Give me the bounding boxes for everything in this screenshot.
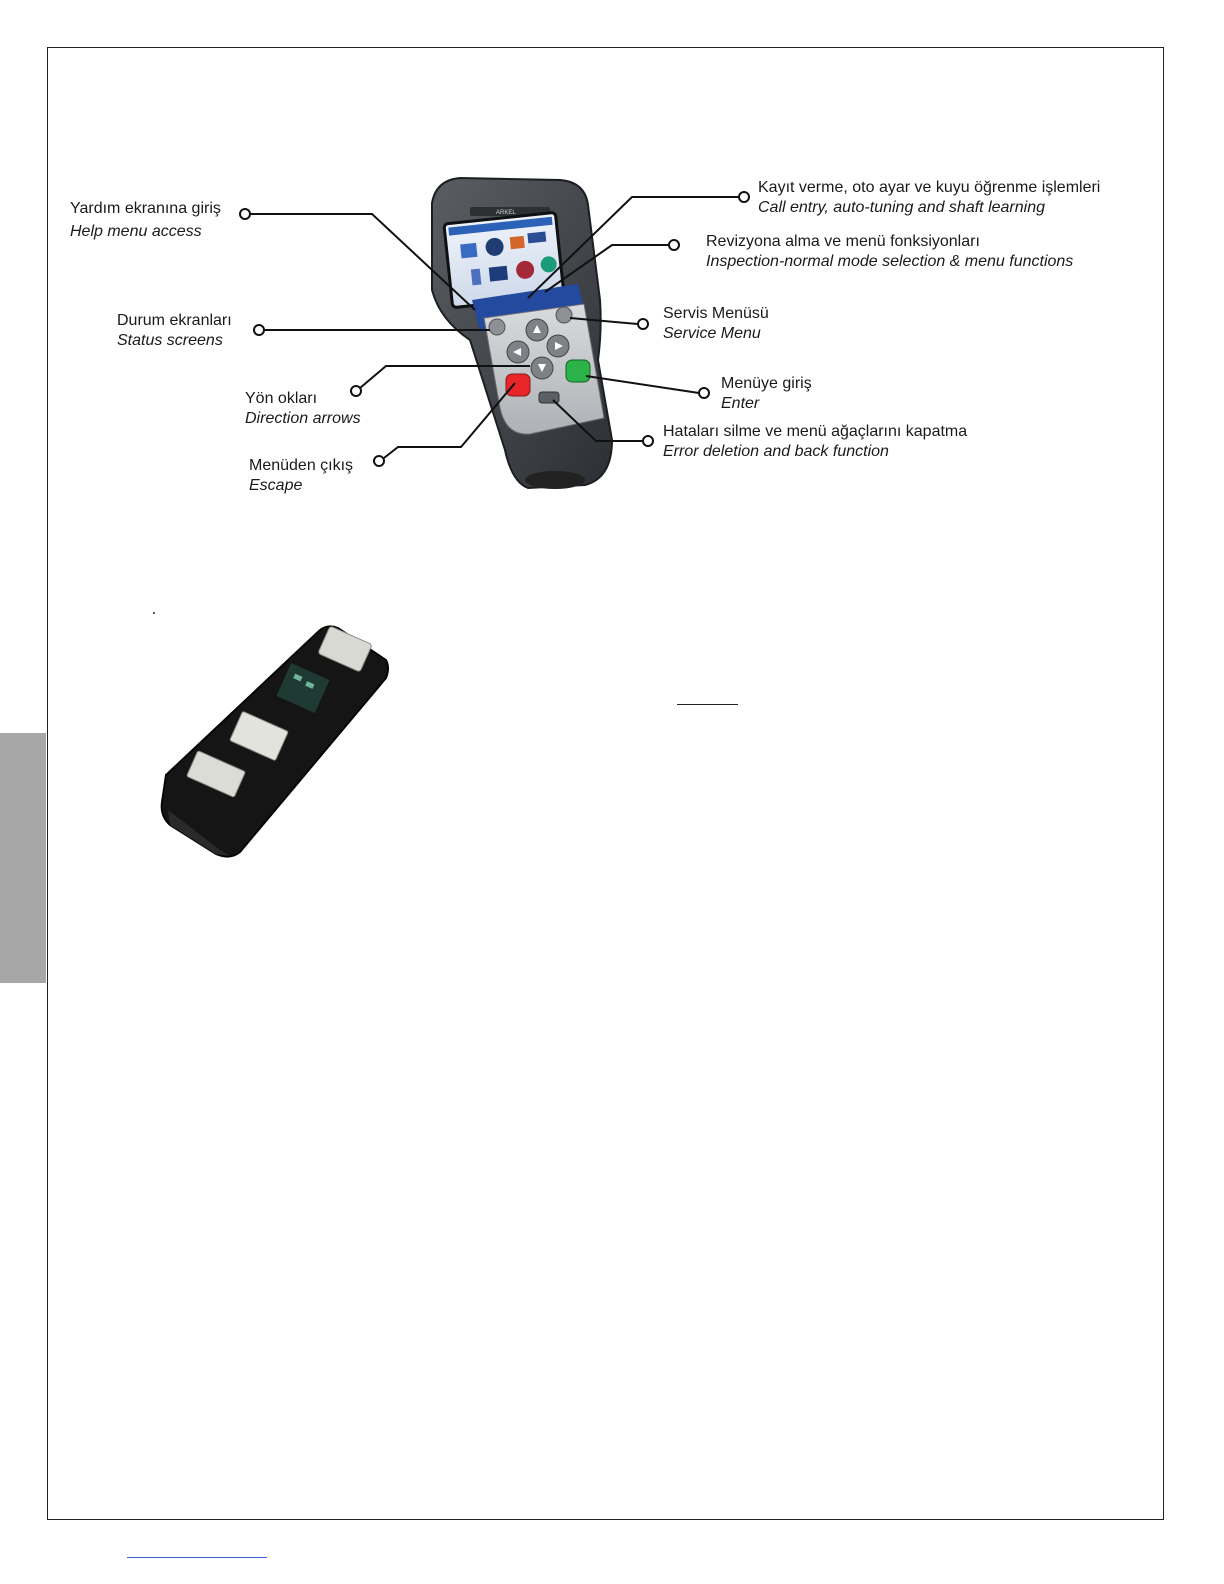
status-key[interactable] xyxy=(489,319,505,335)
label-service-tr: Servis Menüsü xyxy=(663,305,769,322)
service-key[interactable] xyxy=(556,307,572,323)
back-key[interactable] xyxy=(539,392,559,403)
svg-text:ARKEL: ARKEL xyxy=(496,210,516,216)
label-back-tr: Hataları silme ve menü ağaçlarını kapatma xyxy=(663,423,968,440)
label-arrows-en: Direction arrows xyxy=(245,410,361,427)
enter-key[interactable] xyxy=(566,360,590,382)
remote-bottom xyxy=(525,471,585,489)
label-status-tr: Durum ekranları xyxy=(117,312,232,329)
label-escape-en: Escape xyxy=(249,477,303,494)
label-back-en: Error deletion and back function xyxy=(663,443,889,460)
label-enter-en: Enter xyxy=(721,395,760,412)
label-help-tr: Yardım ekranına giriş xyxy=(70,200,221,217)
label-call-entry-tr: Kayıt verme, oto ayar ve kuyu öğrenme işlemleri xyxy=(758,179,1101,196)
label-enter xyxy=(721,374,812,414)
control-module-figure xyxy=(150,620,400,870)
label-inspection-en: Inspection-normal mode selection & menu functions xyxy=(706,253,1074,270)
label-arrows-tr: Yön okları xyxy=(245,390,318,407)
label-back xyxy=(663,422,967,462)
label-service xyxy=(663,304,769,344)
label-arrows xyxy=(245,389,361,429)
label-inspection-tr: Revizyona alma ve menü fonksiyonları xyxy=(706,233,980,250)
escape-key[interactable] xyxy=(506,374,530,396)
label-inspection xyxy=(706,232,1073,272)
label-status-en: Status screens xyxy=(117,332,223,349)
label-enter-tr: Menüye giriş xyxy=(721,375,812,392)
label-status xyxy=(117,311,232,351)
footer-link-underline[interactable] xyxy=(127,1557,267,1558)
label-help xyxy=(70,199,221,242)
label-escape-tr: Menüden çıkış xyxy=(249,457,354,474)
label-help-en: Help menu access xyxy=(70,223,202,240)
label-call-entry-en: Call entry, auto-tuning and shaft learning xyxy=(758,199,1045,216)
label-call-entry xyxy=(758,178,1100,218)
label-escape xyxy=(249,456,353,496)
label-service-en: Service Menu xyxy=(663,325,761,342)
